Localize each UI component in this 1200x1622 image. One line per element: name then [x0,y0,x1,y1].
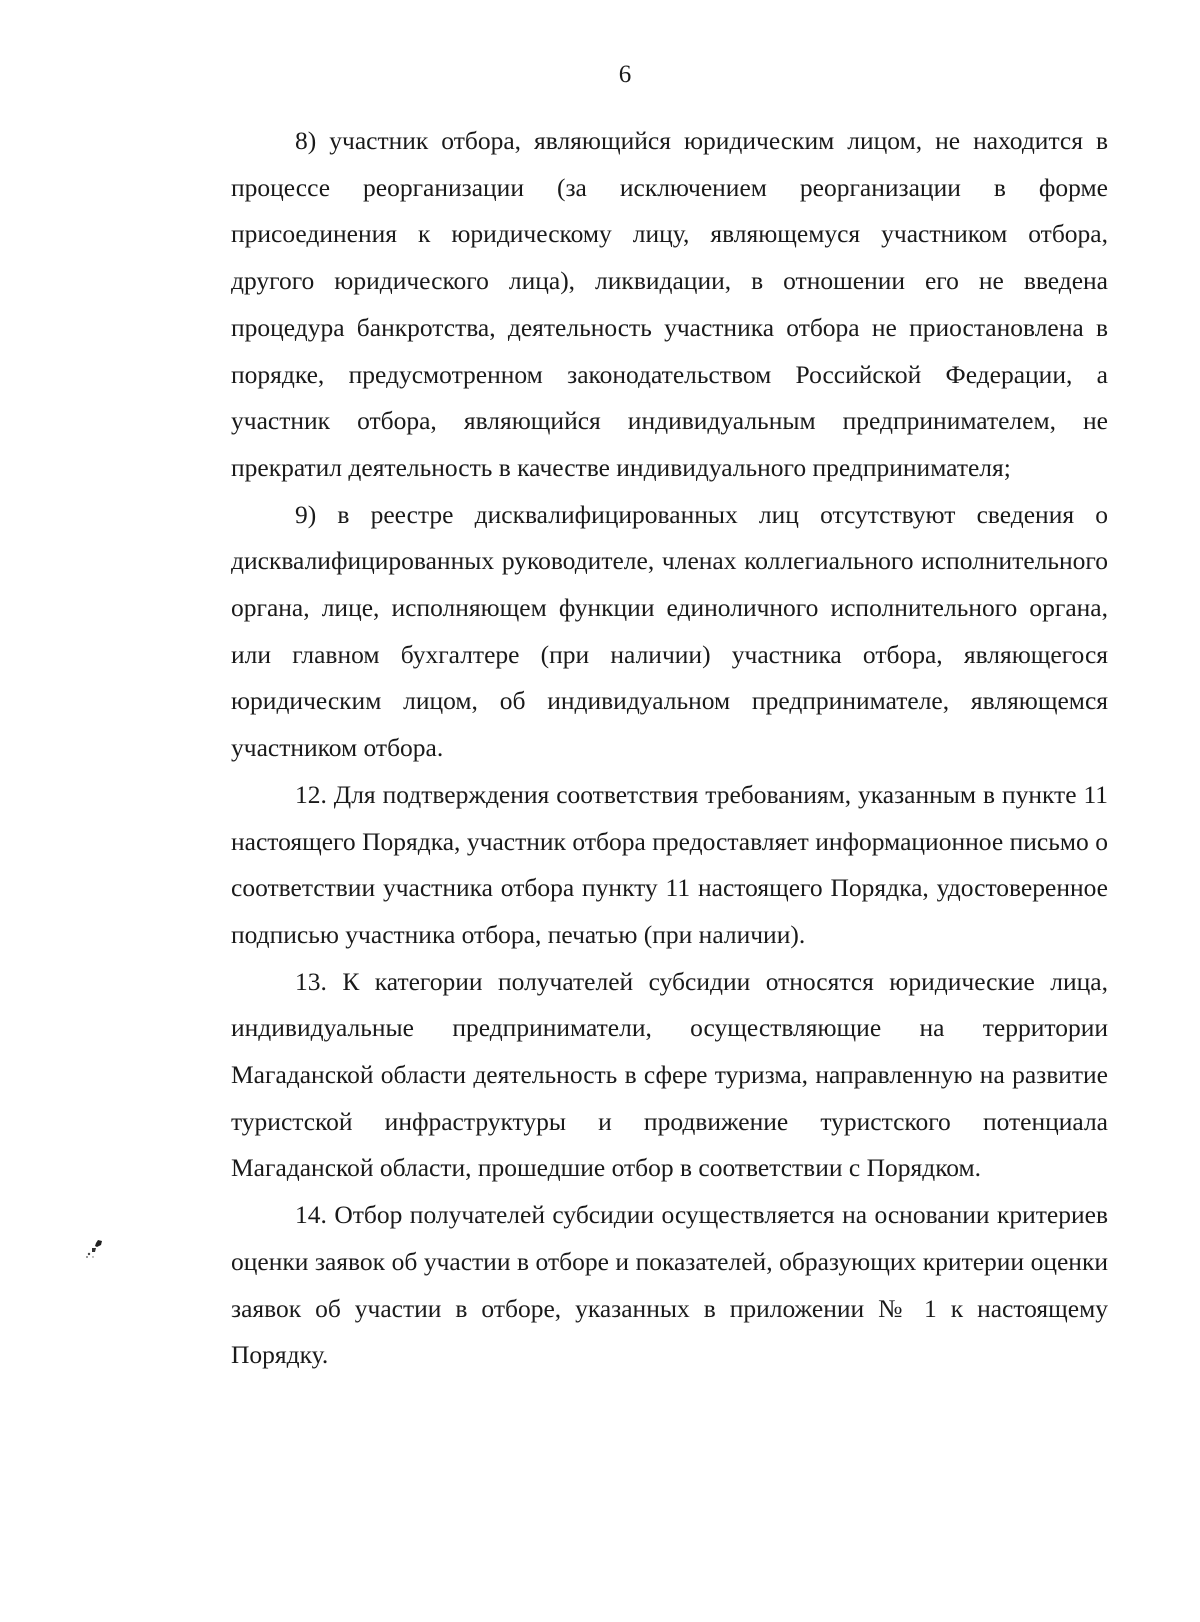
paragraph-item-8: 8) участник отбора, являющийся юридическим лицом, не находится в процессе реорганизации (за исключением реорганизации в форме присоединения к юридическому лицу, являющемуся участником отбора, другого юридического лица), ликвидации, в отношении его не введена процедура банкротства, деятельность участника отбора не приостановлена в порядке, предусмотренном законодательством Российской Федерации, а участник отбора, являющийся индивидуальным предпринимателем, не прекратил деятельность в качестве индивидуального предпринимателя; [231,126,1108,482]
document-body [231,118,1108,1379]
paragraph-clause-13: 13. К категории получателей субсидии относятся юридические лица, индивидуальные предприниматели, осуществляющие на территории Магаданской области деятельность в сфере туризма, направленную на развитие туристской инфраструктуры и продвижение туристского потенциала Магаданской области, прошедшие отбор в соответствии с Порядком. [231,966,1108,1183]
scan-speck-mark [84,1238,108,1266]
paragraph-item-9: 9) в реестре дисквалифицированных лиц отсутствуют сведения о дисквалифицированных руководителе, членах коллегиального исполнительного органа, лице, исполняющем функции единоличного исполнительного органа, или главном бухгалтере (при наличии) участника отбора, являющегося юридическим лицом, об индивидуальном предпринимателе, являющемся участником отбора. [231,499,1108,763]
page-number: 6 [618,61,632,88]
paragraph-clause-14: 14. Отбор получателей субсидии осуществляется на основании критериев оценки заявок об участии в отборе и показателей, образующих критерии оценки заявок об участии в отборе, указанных в приложении № 1 к настоящему Порядку. [231,1200,1108,1370]
paragraph-clause-12: 12. Для подтверждения соответствия требованиям, указанным в пункте 11 настоящего Порядка, участник отбора предоставляет информационное письмо о соответствии участника отбора пункту 11 настоящего Порядка, удостоверенное подписью участника отбора, печатью (при наличии). [231,779,1108,949]
